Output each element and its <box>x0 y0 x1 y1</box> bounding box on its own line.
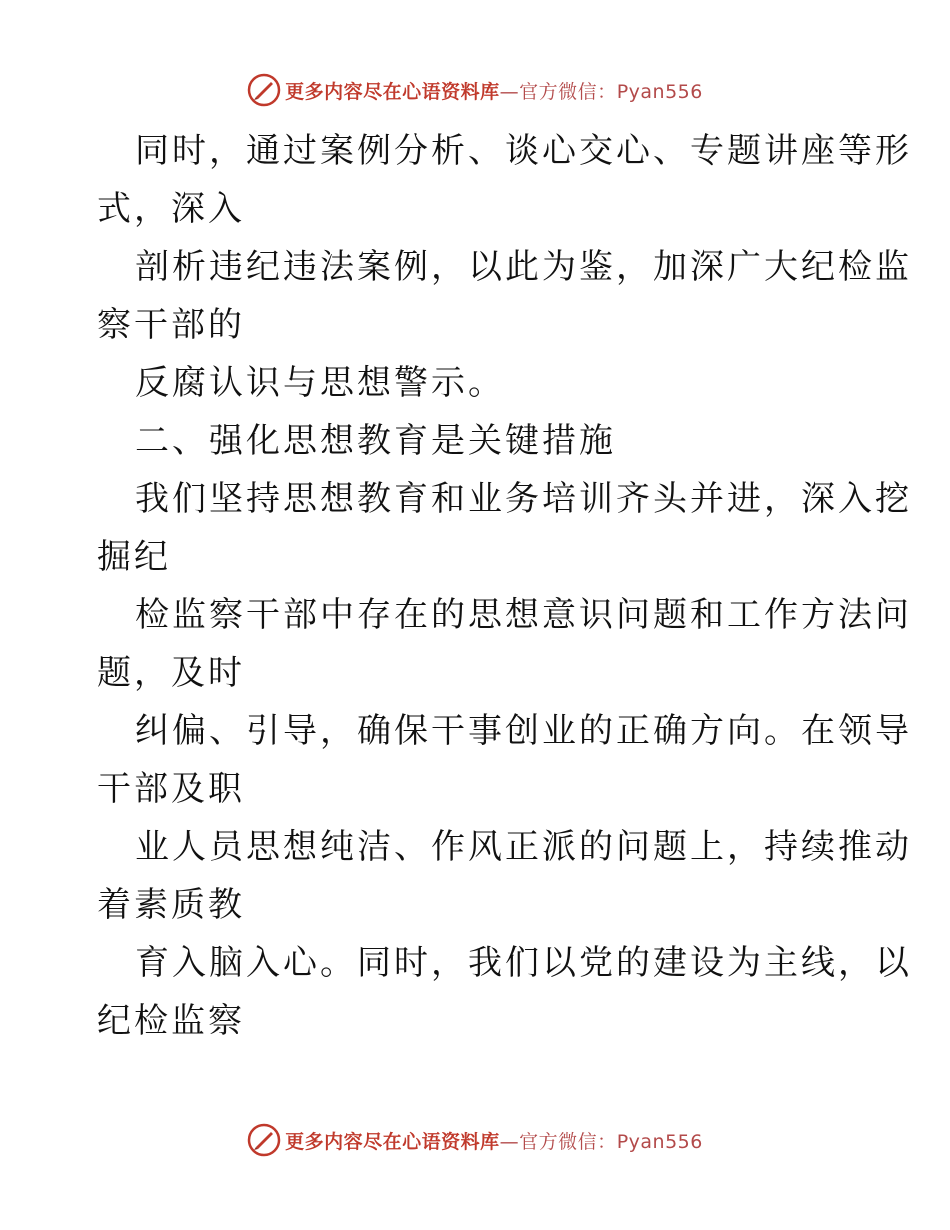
body-line: 着素质教 <box>97 885 245 925</box>
banner-wechat-label: 官方微信： <box>519 1130 617 1153</box>
quill-logo-icon <box>247 73 281 107</box>
body-line: 育入脑入心。同时，我们以党的建设为主线，以 <box>135 943 912 983</box>
body-line: 掘纪 <box>97 537 171 577</box>
body-line: 业人员思想纯洁、作风正派的问题上，持续推动 <box>135 827 912 867</box>
section-heading: 二、强化思想教育是关键措施 <box>135 421 616 461</box>
body-line: 同时，通过案例分析、谈心交心、专题讲座等形 <box>135 131 912 171</box>
document-body <box>97 122 912 1050</box>
body-line: 反腐认识与思想警示。 <box>135 363 505 403</box>
banner-site-name: 更多内容尽在心语资料库 <box>285 1130 500 1153</box>
body-line: 题，及时 <box>97 653 245 693</box>
body-line: 剖析违纪违法案例，以此为鉴，加深广大纪检监 <box>135 247 912 287</box>
banner-dash: — <box>499 1130 520 1153</box>
banner-wechat-label: 官方微信： <box>519 80 617 103</box>
banner-wechat-id: Pyan556 <box>616 80 703 103</box>
footer-banner <box>0 1120 950 1160</box>
body-line: 察干部的 <box>97 305 245 345</box>
banner-wechat-id: Pyan556 <box>616 1130 703 1153</box>
header-banner <box>0 70 950 110</box>
banner-site-name: 更多内容尽在心语资料库 <box>285 80 500 103</box>
body-line: 纪检监察 <box>97 1001 245 1041</box>
body-line: 式，深入 <box>97 189 245 229</box>
banner-dash: — <box>499 80 520 103</box>
body-line: 纠偏、引导，确保干事创业的正确方向。在领导 <box>135 711 912 751</box>
body-line: 检监察干部中存在的思想意识问题和工作方法问 <box>135 595 912 635</box>
body-line: 我们坚持思想教育和业务培训齐头并进，深入挖 <box>135 479 912 519</box>
body-line: 干部及职 <box>97 769 245 809</box>
quill-logo-icon <box>247 1123 281 1157</box>
banner-text <box>285 1127 703 1154</box>
banner-text <box>285 77 703 104</box>
